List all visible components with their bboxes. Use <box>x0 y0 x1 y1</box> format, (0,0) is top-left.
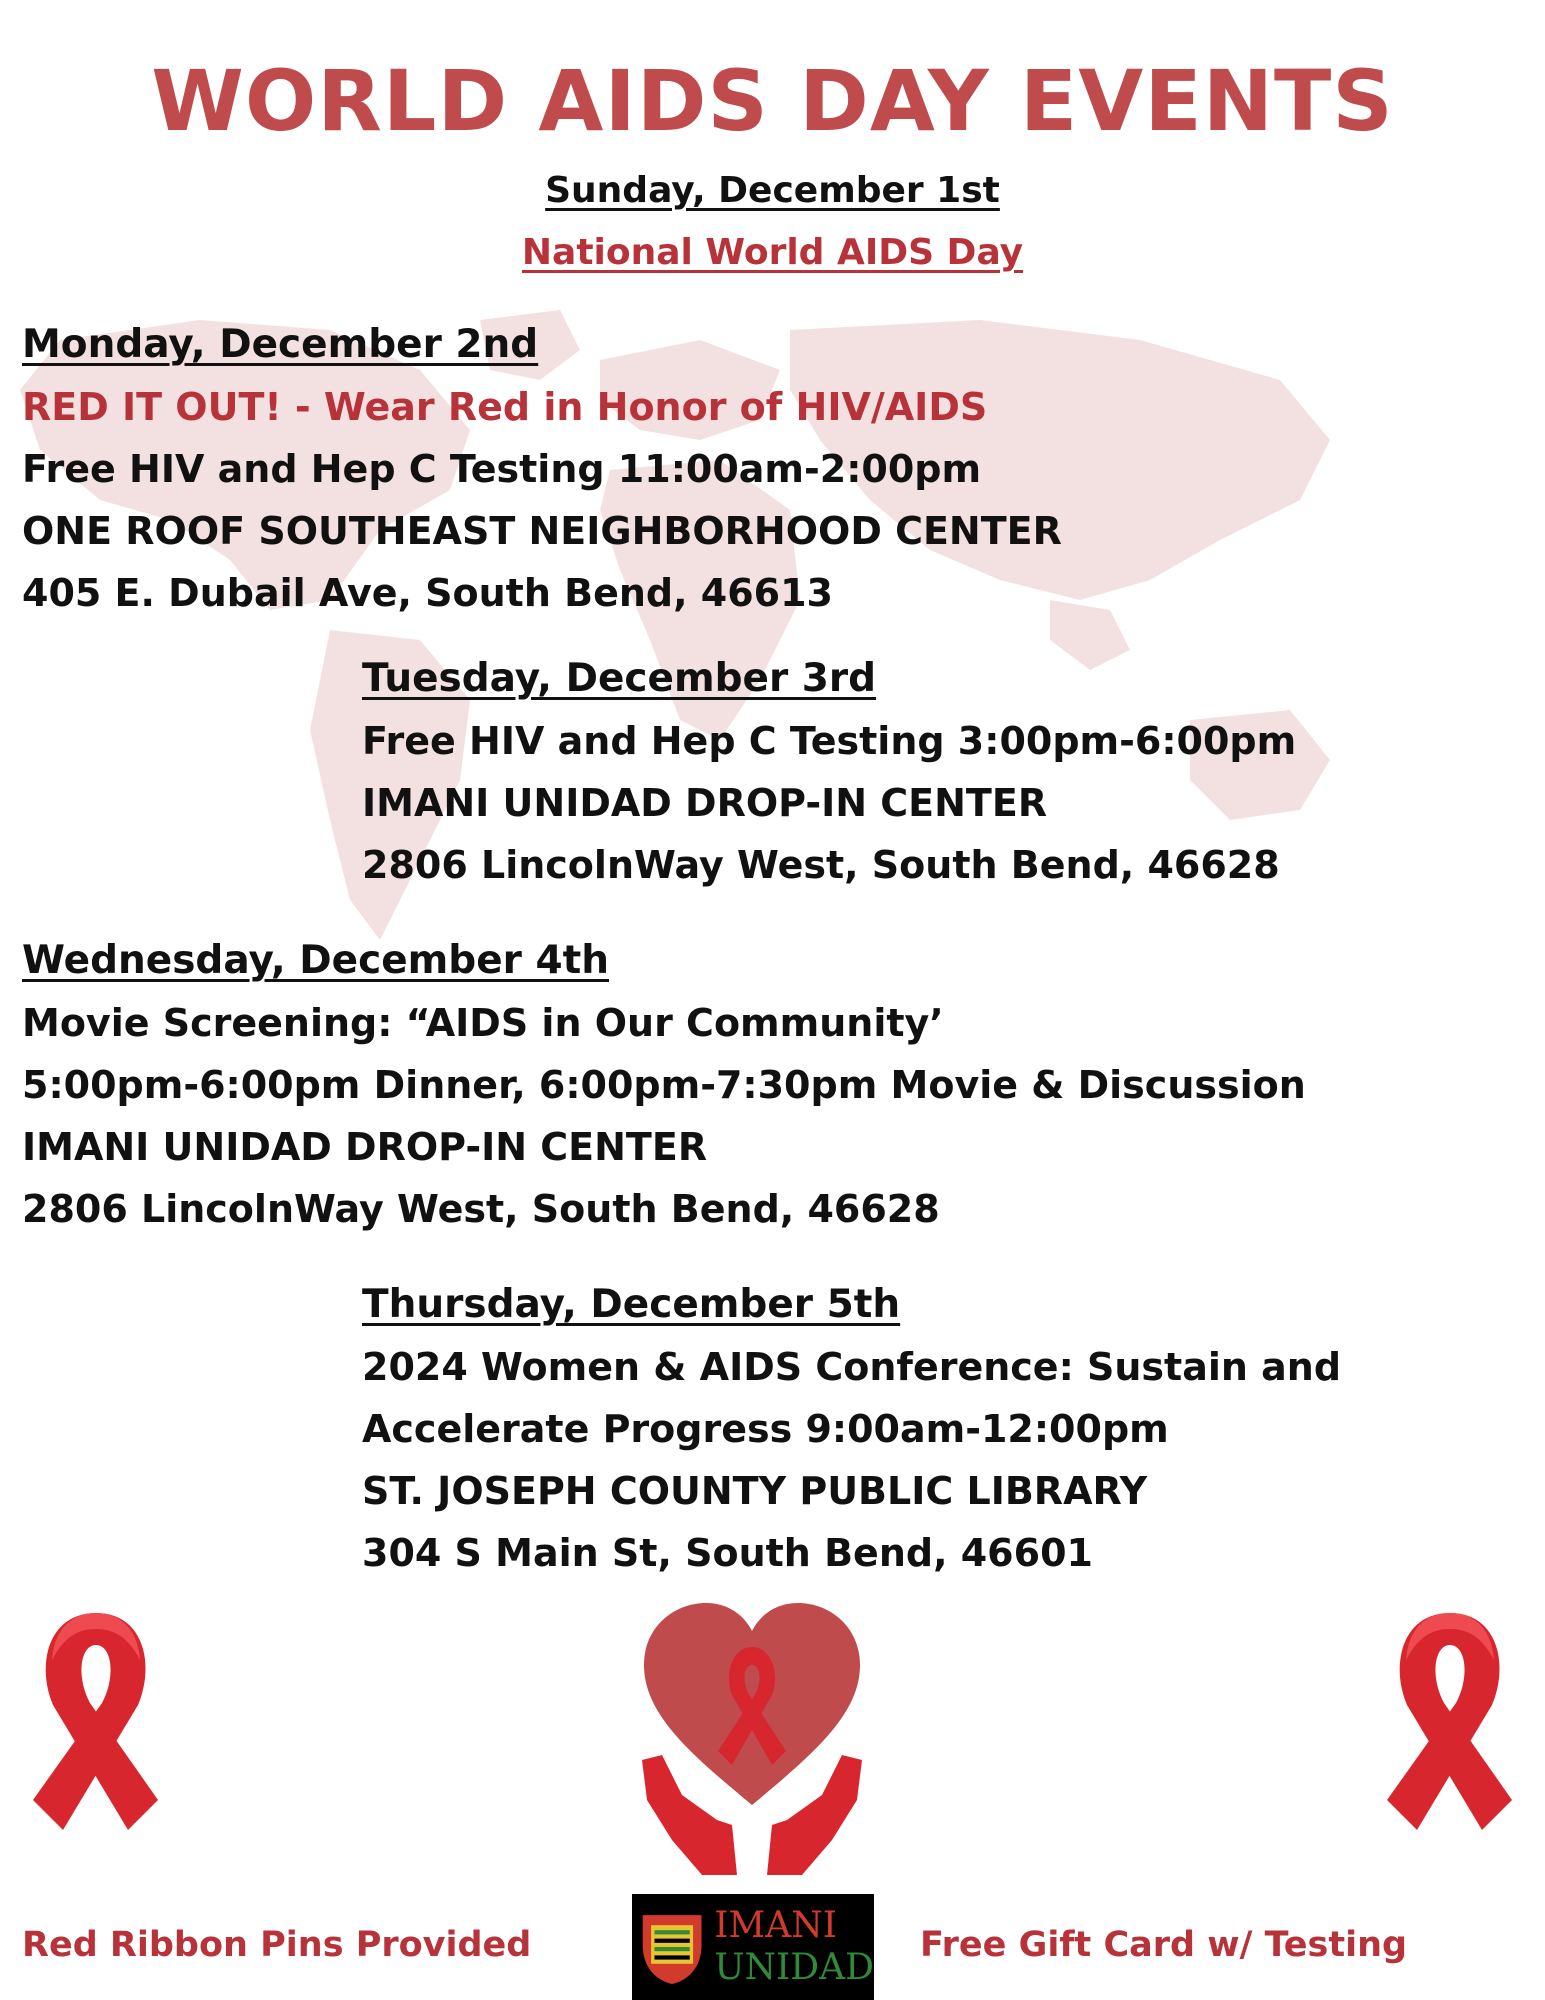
sunday-event: National World AIDS Day <box>521 232 1024 273</box>
wednesday-section <box>22 930 1306 1240</box>
monday-line: Free HIV and Hep C Testing 11:00am-2:00pm <box>22 447 982 491</box>
wednesday-line: Movie Screening: “AIDS in Our Community’ <box>22 1001 944 1045</box>
thursday-line: Accelerate Progress 9:00am-12:00pm <box>362 1407 1169 1451</box>
wednesday-line: 2806 LincolnWay West, South Bend, 46628 <box>22 1187 940 1231</box>
logo-text <box>714 1905 874 1989</box>
wednesday-line: IMANI UNIDAD DROP-IN CENTER <box>22 1125 708 1169</box>
thursday-line: 304 S Main St, South Bend, 46601 <box>362 1531 1093 1575</box>
tuesday-line: Free HIV and Hep C Testing 3:00pm-6:00pm <box>362 719 1297 763</box>
thursday-line: ST. JOSEPH COUNTY PUBLIC LIBRARY <box>362 1469 1148 1513</box>
tuesday-date: Tuesday, December 3rd <box>362 656 877 701</box>
heart-hands-ribbon-icon <box>632 1595 872 1885</box>
wednesday-date: Wednesday, December 4th <box>22 938 609 983</box>
monday-line: ONE ROOF SOUTHEAST NEIGHBORHOOD CENTER <box>22 509 1062 553</box>
logo-emblem-icon <box>636 1899 708 1995</box>
imani-unidad-logo <box>632 1894 874 2000</box>
tuesday-section <box>362 648 1296 896</box>
wednesday-line: 5:00pm-6:00pm Dinner, 6:00pm-7:30pm Movie & Discussion <box>22 1063 1306 1107</box>
thursday-section <box>362 1274 1341 1584</box>
tuesday-line: IMANI UNIDAD DROP-IN CENTER <box>362 781 1048 825</box>
red-ribbon-icon <box>1362 1605 1537 1835</box>
footer-left-text: Red Ribbon Pins Provided <box>22 1925 532 1965</box>
monday-line: 405 E. Dubail Ave, South Bend, 46613 <box>22 571 833 615</box>
logo-line-2: UNIDAD <box>714 1947 874 1988</box>
logo-line-1: IMANI <box>714 1905 838 1946</box>
thursday-line: 2024 Women & AIDS Conference: Sustain and <box>362 1345 1342 1389</box>
monday-section <box>22 314 1062 624</box>
tuesday-line: 2806 LincolnWay West, South Bend, 46628 <box>362 843 1280 887</box>
sunday-date: Sunday, December 1st <box>545 170 1000 211</box>
monday-date: Monday, December 2nd <box>22 322 539 367</box>
page-title: WORLD AIDS DAY EVENTS <box>151 52 1394 150</box>
monday-highlight: RED IT OUT! - Wear Red in Honor of HIV/AIDS <box>22 385 988 429</box>
footer-right-text: Free Gift Card w/ Testing <box>920 1925 1408 1965</box>
thursday-date: Thursday, December 5th <box>362 1282 901 1327</box>
red-ribbon-icon <box>8 1605 183 1835</box>
